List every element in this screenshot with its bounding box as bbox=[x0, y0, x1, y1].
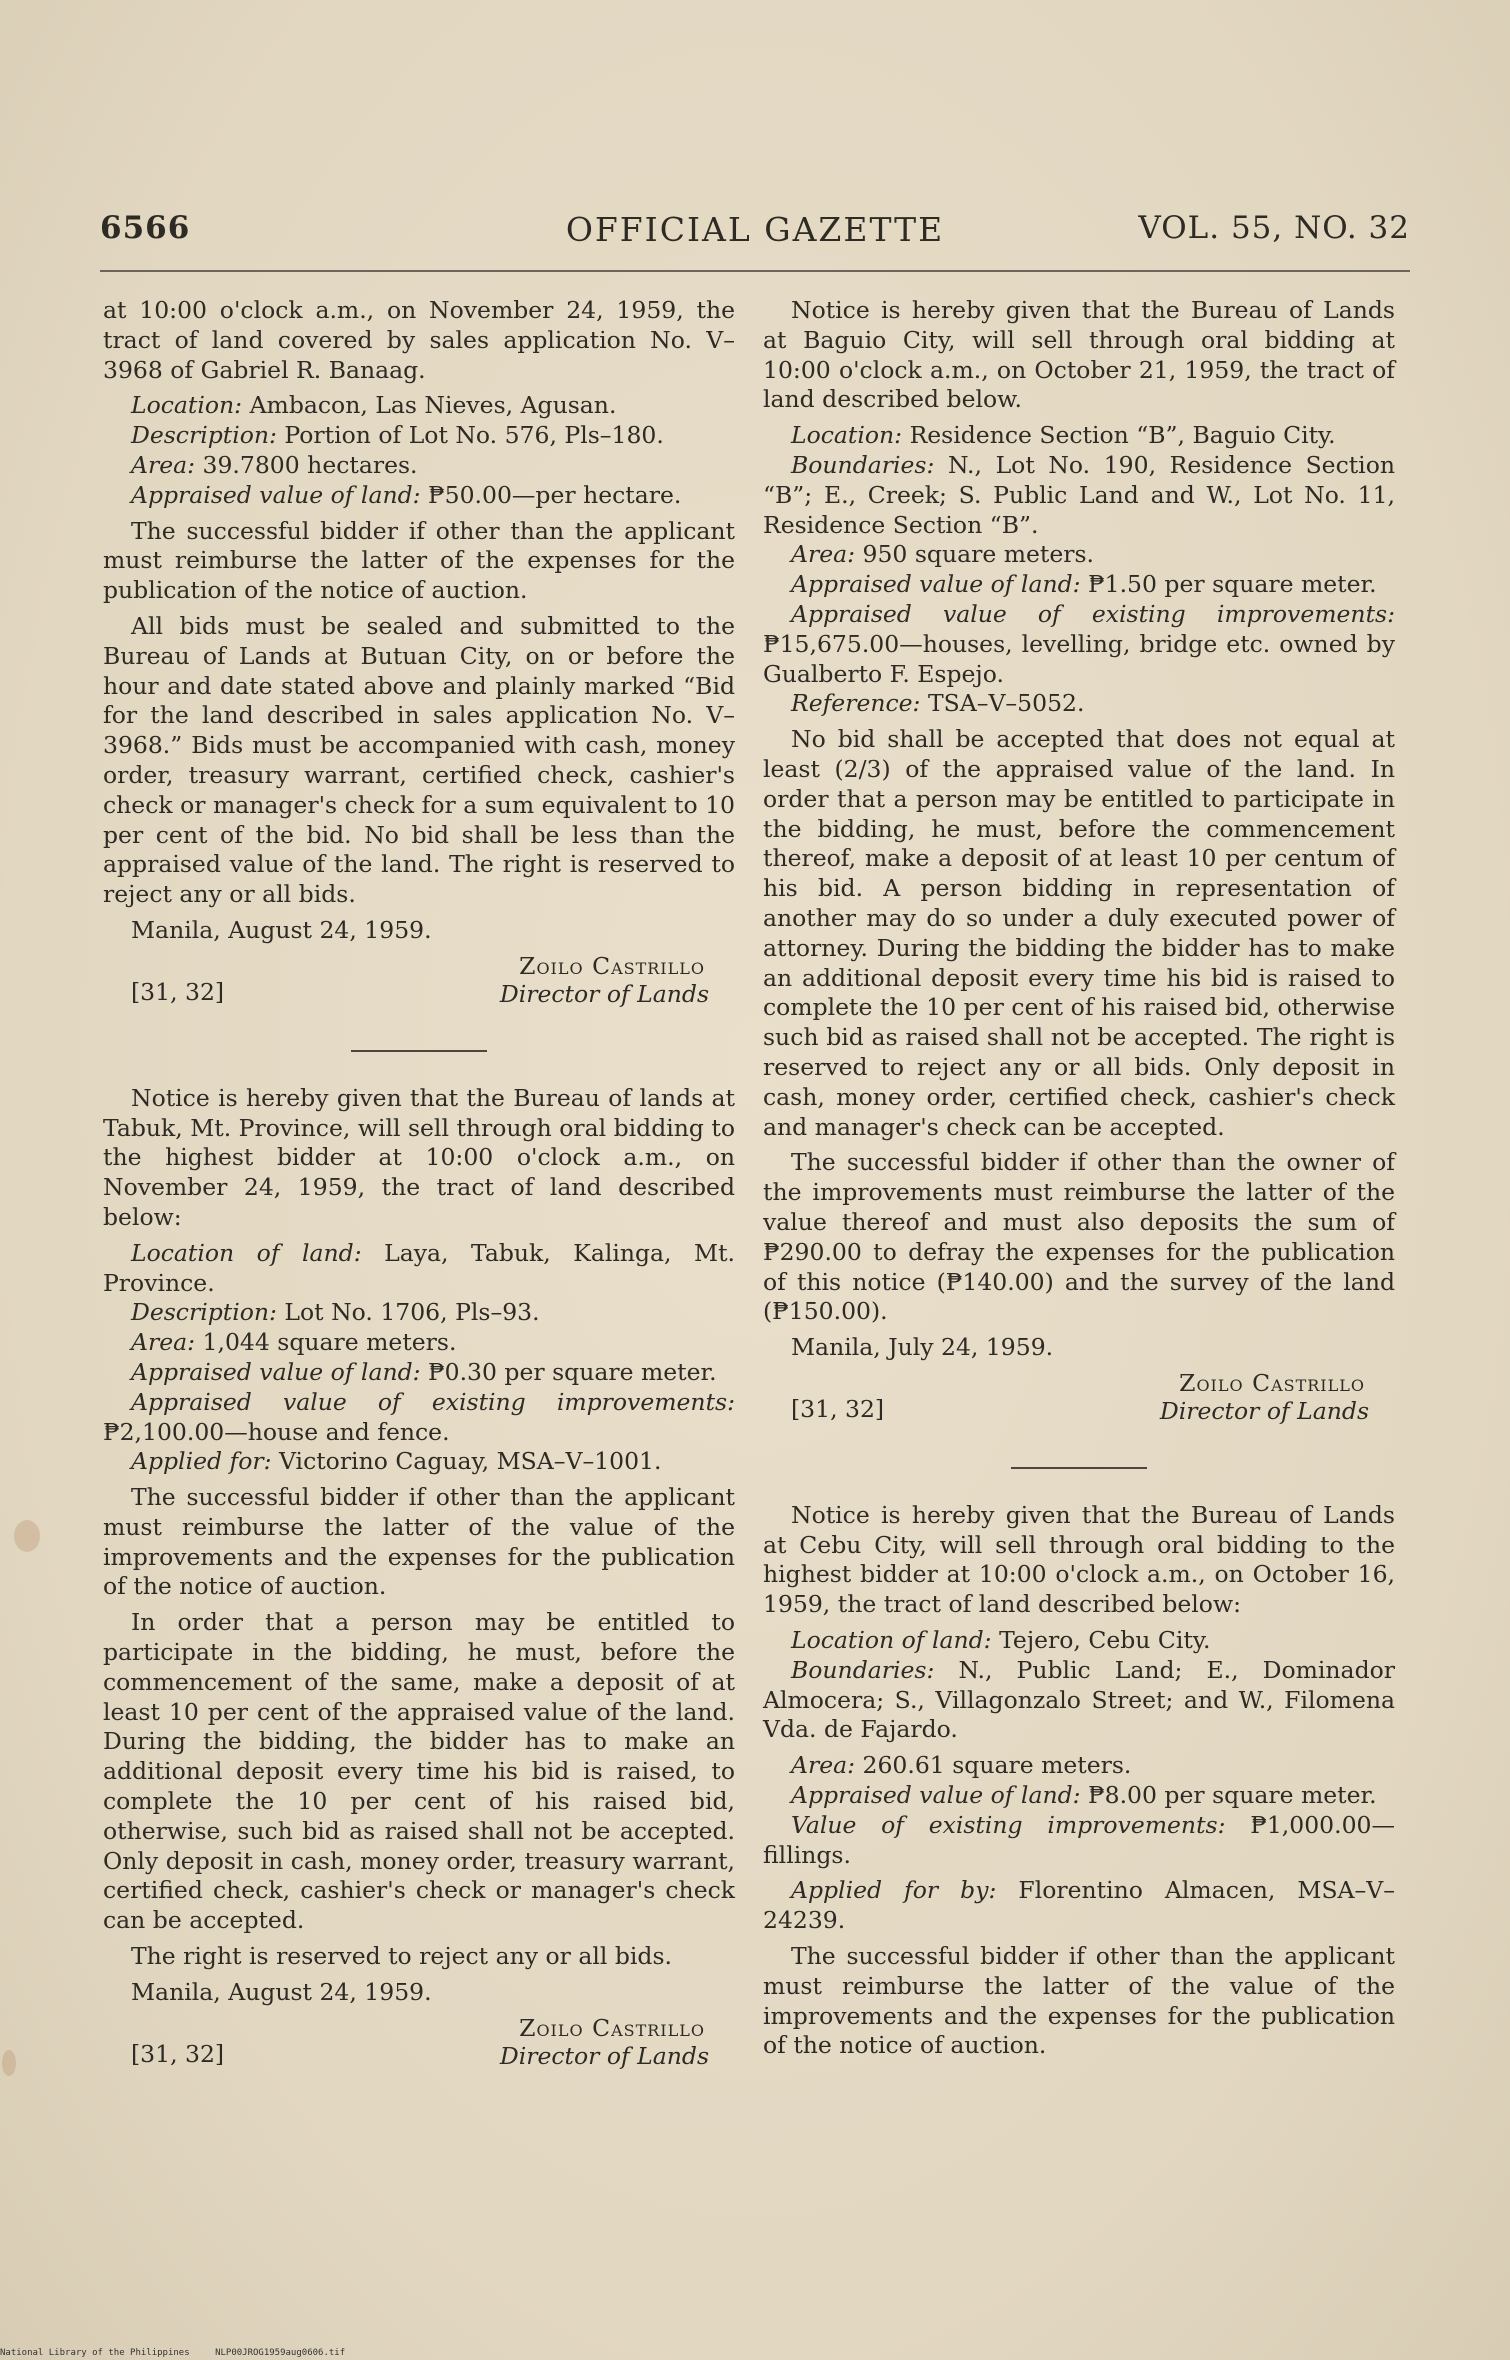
field-label: Area: bbox=[131, 1328, 196, 1357]
issue-code: [31, 32] bbox=[131, 2039, 225, 2068]
boundaries-field bbox=[763, 1656, 1395, 1745]
notice-paragraph: The right is reserved to reject any or all bids. bbox=[131, 1942, 672, 1971]
field-value: ₱50.00—per hectare. bbox=[428, 480, 682, 509]
signatory-name: Zoilo Castrillo bbox=[519, 2013, 705, 2042]
notice-baguio bbox=[763, 296, 1395, 1431]
field-label: Appraised value of existing improvements: bbox=[791, 599, 1395, 628]
scan-footer bbox=[0, 2348, 365, 2358]
field-value: Victorino Caguay, MSA–V–1001. bbox=[279, 1447, 662, 1476]
library-credit: National Library of the Philippines bbox=[0, 2348, 190, 2358]
page-stain bbox=[14, 1520, 40, 1552]
field-value: ₱2,100.00—house and fence. bbox=[103, 1417, 450, 1446]
field-value: ₱15,675.00—houses, levelling, bridge etc. owned by Gualberto F. Espejo. bbox=[763, 629, 1395, 688]
notice-paragraph: The successful bidder if other than the applicant must reimburse the latter of the value of the improvements and the expenses for the publication of the notice of auction. bbox=[763, 1942, 1395, 2060]
area-field bbox=[763, 1751, 1395, 1781]
field-value: Laya, Tabuk, Kalinga, Mt. Province. bbox=[103, 1238, 735, 1297]
notice-cebu bbox=[763, 1501, 1395, 2061]
field-label: Location of land: bbox=[791, 1626, 992, 1655]
notice-date: Manila, July 24, 1959. bbox=[791, 1333, 1054, 1362]
field-value: 39.7800 hectares. bbox=[202, 450, 418, 479]
field-value: 260.61 square meters. bbox=[862, 1751, 1132, 1780]
location-field bbox=[103, 1239, 735, 1299]
signature-block bbox=[763, 1367, 1395, 1431]
field-value: Residence Section “B”, Baguio City. bbox=[909, 421, 1336, 450]
appraised-value-field bbox=[763, 570, 1395, 600]
notice-divider bbox=[351, 1050, 487, 1052]
field-value: ₱8.00 per square meter. bbox=[1088, 1781, 1377, 1810]
field-label: Location: bbox=[791, 421, 903, 450]
field-label: Description: bbox=[131, 421, 277, 450]
appraised-value-field bbox=[103, 1358, 735, 1388]
notice-paragraph: The successful bidder if other than the applicant must reimburse the latter of the value of the improvements and the expenses for the publication of the notice of auction. bbox=[103, 1483, 735, 1601]
field-value: ₱0.30 per square meter. bbox=[428, 1357, 717, 1386]
field-label: Location of land: bbox=[131, 1238, 362, 1267]
signatory-title: Director of Lands bbox=[499, 979, 709, 1008]
appraised-value-field bbox=[103, 481, 735, 511]
notice-paragraph: All bids must be sealed and submitted to the Bureau of Lands at Butuan City, on or before the hour and date stated above and plainly marked “Bid for the land described in sales application No. V–3968.” Bids must be accompanied with cash, money order, treasury warrant, certified check, cashier's check or manager's check for a sum equivalent to 10 per cent of the bid. No bid shall be less than the appraised value of the land. The right is reserved to reject any or all bids. bbox=[103, 611, 735, 909]
improvements-field bbox=[103, 1388, 735, 1448]
reference-field bbox=[763, 689, 1395, 719]
notice-paragraph: The successful bidder if other than the applicant must reimburse the latter of the expenses for the publication of the notice of auction. bbox=[103, 516, 735, 605]
issue-code: [31, 32] bbox=[791, 1394, 885, 1423]
signatory-name: Zoilo Castrillo bbox=[519, 951, 705, 980]
field-label: Boundaries: bbox=[791, 450, 935, 479]
field-value: Portion of Lot No. 576, Pls–180. bbox=[284, 421, 664, 450]
notice-paragraph: No bid shall be accepted that does not equal at least (2/3) of the appraised value of the land. In order that a person may be entitled to participate in the bidding, he must, before the commencement thereof, make a deposit of at least 10 per centum of his bid. A person bidding in representation of another may do so under a duly executed power of attorney. During the bidding the bidder has to make an additional deposit every time his bid is raised to complete the 10 per cent of his raised bid, otherwise such bid as raised shall not be accepted. The right is reserved to reject any or all bids. Only deposit in cash, money order, certified check, cashier's check and manager's check can be accepted. bbox=[763, 725, 1395, 1141]
field-label: Area: bbox=[791, 540, 856, 569]
appraised-value-field bbox=[763, 1781, 1395, 1811]
signatory-title: Director of Lands bbox=[1159, 1396, 1369, 1425]
applicant-field bbox=[103, 1447, 735, 1477]
field-value: Florentino Almacen, MSA–V–24239. bbox=[763, 1876, 1395, 1935]
file-reference: NLP00JROG1959aug0606.tif bbox=[215, 2348, 346, 2358]
left-column bbox=[103, 296, 735, 2112]
issue-code: [31, 32] bbox=[131, 977, 225, 1006]
field-label: Appraised value of land: bbox=[791, 570, 1081, 599]
notice-opening: Notice is hereby given that the Bureau of Lands at Cebu City, will sell through oral bidding to the highest bidder at 10:00 o'clock a.m., on October 16, 1959, the tract of land described below: bbox=[763, 1500, 1395, 1619]
header-rule bbox=[100, 270, 1410, 272]
notice-agusan bbox=[103, 296, 735, 1014]
field-label: Appraised value of land: bbox=[131, 1357, 421, 1386]
field-value: 1,044 square meters. bbox=[202, 1328, 457, 1357]
notice-date: Manila, August 24, 1959. bbox=[131, 1977, 432, 2006]
notice-paragraph: In order that a person may be entitled to participate in the bidding, he must, before the commencement of the same, make a deposit of at least 10 per cent of the appraised value of the land. During the bidding, the bidder has to make an additional deposit every time his bid is raised, to complete the 10 per cent of his raised bid, otherwise, such bid as raised shall not be accepted. Only deposit in cash, money order, treasury warrant, certified check, cashier's check or manager's check can be accepted. bbox=[103, 1608, 735, 1935]
field-label: Location: bbox=[131, 391, 243, 420]
notice-opening: at 10:00 o'clock a.m., on November 24, 1959, the tract of land covered by sales application No. V–3968 of Gabriel R. Banaag. bbox=[103, 296, 735, 384]
signature-block bbox=[103, 950, 735, 1014]
description-field bbox=[103, 1298, 735, 1328]
field-value: N., Public Land; E., Dominador Almocera; S., Villagonzalo Street; and W., Filomena Vda. de Fajardo. bbox=[763, 1655, 1395, 1744]
field-value: ₱1,000.00—fillings. bbox=[763, 1810, 1395, 1869]
area-field bbox=[103, 451, 735, 481]
field-value: TSA–V–5052. bbox=[927, 689, 1085, 718]
field-label: Reference: bbox=[791, 689, 921, 718]
field-label: Appraised value of land: bbox=[791, 1781, 1081, 1810]
field-value: 950 square meters. bbox=[862, 540, 1095, 569]
applicant-field bbox=[763, 1876, 1395, 1936]
field-value: Ambacon, Las Nieves, Agusan. bbox=[249, 391, 617, 420]
area-field bbox=[103, 1328, 735, 1358]
field-label: Applied for by: bbox=[791, 1876, 997, 1905]
field-value: N., Lot No. 190, Residence Section “B”; E., Creek; S. Public Land and W., Lot No. 11, Residence Section “B”. bbox=[763, 450, 1395, 539]
field-label: Appraised value of land: bbox=[131, 480, 421, 509]
field-label: Applied for: bbox=[131, 1447, 272, 1476]
field-label: Boundaries: bbox=[791, 1655, 935, 1684]
field-label: Value of existing improvements: bbox=[791, 1810, 1226, 1839]
notice-tabuk bbox=[103, 1084, 735, 2076]
page-stain bbox=[2, 2050, 16, 2076]
right-column bbox=[763, 296, 1395, 2067]
volume-number: VOL. 55, NO. 32 bbox=[1138, 210, 1410, 246]
location-field bbox=[763, 1626, 1395, 1656]
improvements-field bbox=[763, 600, 1395, 689]
boundaries-field bbox=[763, 451, 1395, 540]
improvements-field bbox=[763, 1811, 1395, 1871]
area-field bbox=[763, 540, 1395, 570]
notice-opening: Notice is hereby given that the Bureau of Lands at Baguio City, will sell through oral bidding at 10:00 o'clock a.m., on October 21, 1959, the tract of land described below. bbox=[763, 296, 1395, 414]
signatory-name: Zoilo Castrillo bbox=[1179, 1368, 1365, 1397]
signature-block bbox=[103, 2012, 735, 2076]
location-field bbox=[763, 421, 1395, 451]
running-head bbox=[100, 210, 1410, 254]
notice-divider bbox=[1011, 1467, 1147, 1469]
field-label: Area: bbox=[791, 1751, 856, 1780]
field-value: Lot No. 1706, Pls–93. bbox=[284, 1298, 540, 1327]
field-label: Description: bbox=[131, 1298, 277, 1327]
notice-date: Manila, August 24, 1959. bbox=[131, 915, 432, 944]
field-label: Appraised value of existing improvements: bbox=[131, 1387, 735, 1416]
notice-paragraph: The successful bidder if other than the owner of the improvements must reimburse the latter of the value thereof and must also deposits the sum of ₱290.00 to defray the expenses for the publication of this notice (₱140.00) and the survey of the land (₱150.00). bbox=[763, 1148, 1395, 1326]
page-number: 6566 bbox=[100, 210, 191, 246]
location-field bbox=[103, 391, 735, 421]
field-value: Tejero, Cebu City. bbox=[999, 1626, 1211, 1655]
notice-opening: Notice is hereby given that the Bureau of lands at Tabuk, Mt. Province, will sell through oral bidding to the highest bidder at 10:00 o'clock a.m., on November 24, 1959, the tract of land described below: bbox=[103, 1083, 735, 1231]
field-value: ₱1.50 per square meter. bbox=[1088, 570, 1377, 599]
description-field bbox=[103, 421, 735, 451]
publication-title: OFFICIAL GAZETTE bbox=[565, 210, 945, 249]
field-label: Area: bbox=[131, 450, 196, 479]
signatory-title: Director of Lands bbox=[499, 2041, 709, 2070]
